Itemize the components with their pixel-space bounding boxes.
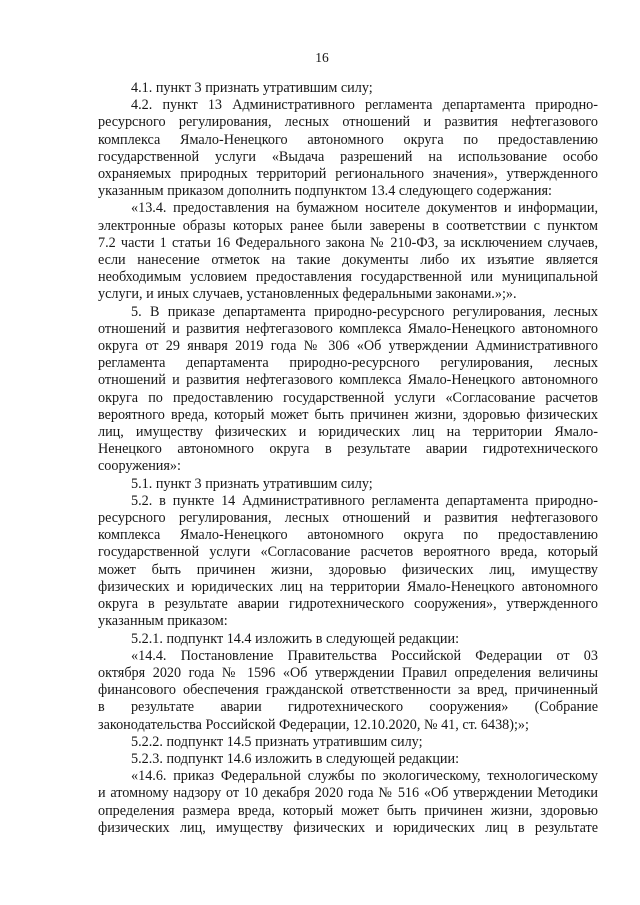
paragraph-5-2-3 [98,751,598,768]
text-line: «13.4. предоставления на бумажном носителе документов и информации, [131,200,598,217]
text-line: законодательства Российской Федерации, 12.10.2020, № 41, ст. 6438);»; [98,716,529,733]
paragraph-5-2 [98,493,598,631]
text-line: если нанесение отметок на такие документы либо их изъятие является [98,252,598,269]
text-line: 5.2. в пункте 14 Административного регламента департамента природно- [131,492,598,509]
text-line: ресурсного регулирования, лесных отношений и развития нефтегазового [98,114,598,131]
text-line: государственной услуги «Согласование расчетов вероятного вреда, который [98,544,598,561]
text-line: 5.2.2. подпункт 14.5 признать утратившим силу; [131,733,423,750]
text-line: ресурсного регулирования, лесных отношений и развития нефтегазового [98,510,598,527]
text-line: указанным приказом дополнить подпунктом 13.4 следующего содержания: [98,183,552,200]
paragraph-13-4 [98,200,598,303]
text-line: комплекса Ямало-Ненецкого автономного округа по предоставлению [98,131,598,148]
paragraph-4-1 [98,80,598,97]
text-line: необходимым условием предоставления государственной или муниципальной [98,269,598,286]
text-line: государственной услуги «Выдача разрешений на использование особо [98,148,598,165]
text-line: округа в результате аварии гидротехнического сооружения», утвержденного [98,596,598,613]
page-number: 16 [315,50,329,65]
paragraph-5-1 [98,476,598,493]
text-line: указанным приказом: [98,613,228,630]
paragraph-14-4 [98,648,598,734]
text-line: 5.2.3. подпункт 14.6 изложить в следующей редакции: [131,750,460,767]
text-line: округа по предоставлению государственной услуги «Согласование расчетов [98,389,598,406]
text-line: 7.2 части 1 статьи 16 Федерального закона № 210-ФЗ, за исключением случаев, [98,234,598,251]
text-line: «14.6. приказ Федеральной службы по экологическому, технологическому [131,768,598,785]
text-line: октября 2020 года № 1596 «Об утверждении Правил определения величины [98,664,598,681]
text-line: охраняемых природных территорий регионального значения», утвержденного [98,166,598,183]
text-line: определения размера вреда, который может быть причинен жизни, здоровью [98,802,598,819]
paragraph-14-6 [98,768,598,837]
document-body [98,80,598,837]
text-line: 4.2. пункт 13 Административного регламента департамента природно- [131,97,598,114]
text-line: Ненецкого автономного округа в результате аварии гидротехнического [98,441,598,458]
paragraph-5-2-1 [98,631,598,648]
paragraph-5-2-2 [98,734,598,751]
text-line: 5.2.1. подпункт 14.4 изложить в следующей редакции: [131,630,460,647]
paragraph-4-2 [98,97,598,200]
text-line: 5. В приказе департамента природно-ресурсного регулирования, лесных [131,303,598,320]
text-line: отношений и развития нефтегазового комплекса Ямало-Ненецкого автономного [98,320,598,337]
text-line: вероятного вреда, который может быть причинен жизни, здоровью физических [98,406,598,423]
text-line: финансового обеспечения гражданской ответственности за вред, причиненный [98,682,598,699]
text-line: сооружения»: [98,458,181,475]
text-line: в результате аварии гидротехнического сооружения» (Собрание [98,699,598,716]
text-line: и атомному надзору от 10 декабря 2020 года № 516 «Об утверждении Методики [98,785,598,802]
text-line: регламента департамента природно-ресурсного регулирования, лесных [98,355,598,372]
text-line: может быть причинен жизни, здоровью физических лиц, имуществу [98,561,598,578]
text-line: отношений и развития нефтегазового комплекса Ямало-Ненецкого автономного [98,372,598,389]
text-line: лиц, имуществу физических и юридических лиц на территории Ямало- [98,424,598,441]
text-line: комплекса Ямало-Ненецкого автономного округа по предоставлению [98,527,598,544]
text-line: физических лиц, имуществу физических и юридических лиц в результате [98,819,598,836]
paragraph-5 [98,304,598,476]
text-line: 5.1. пункт 3 признать утратившим силу; [131,475,373,492]
text-line: физических и юридических лиц на территории Ямало-Ненецкого автономного [98,578,598,595]
text-line: электронные образы которых ранее были заверены в соответствии с пунктом [98,217,598,234]
text-line: услуги, и иных случаев, установленных федеральными законами.»;». [98,286,517,303]
text-line: «14.4. Постановление Правительства Российской Федерации от 03 [131,647,598,664]
text-line: 4.1. пункт 3 признать утратившим силу; [131,80,373,96]
text-line: округа от 29 января 2019 года № 306 «Об утверждении Административного [98,338,598,355]
